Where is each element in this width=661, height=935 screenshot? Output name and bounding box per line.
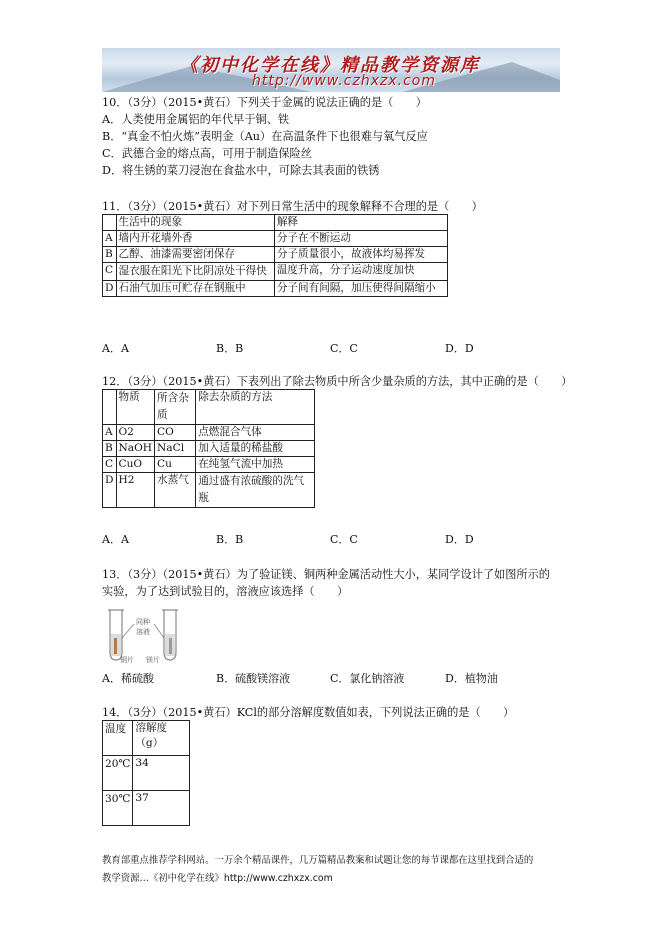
table-cell: C [103,457,117,473]
table-row [103,756,190,791]
q10-option-a: A．人类使用金属铝的年代早于铜、铁 [102,113,290,126]
table-cell: 水蒸气 [155,473,196,508]
banner-title: 《初中化学在线》精品教学资源库 [180,55,480,76]
q11-stem: 11．（3分）（2015•黄石）对下列日常生活中的现象解释不合理的是（ ） [102,200,483,213]
table-cell: 溶解度（g） [133,721,190,756]
table-cell: 分子质量很小，故液体均易挥发 [274,247,447,263]
table-cell: 墙内开花墙外香 [116,231,274,247]
table-cell: 37 [133,791,190,826]
q12-choice-a: A．A [102,533,129,546]
figure-label-solution: 溶液 [136,628,150,636]
table-cell: 点燃混合气体 [196,425,315,441]
table-row [103,281,448,297]
table-cell: 加入适量的稀盐酸 [196,441,315,457]
table-cell: 乙醇、油漆需要密闭保存 [116,247,274,263]
footer-promo-text: 教育部重点推荐学科网站。一万余个精品课件，几万篇精品教案和试题让您的每节课都在这里找到合适的 [102,855,534,866]
q14-table [102,720,190,826]
q11-choice-a: A．A [102,342,129,355]
q10-stem: 10．（3分）（2015•黄石）下列关于金属的说法正确的是（ ） [102,96,427,109]
q11-table [102,214,448,297]
table-cell: 在纯氢气流中加热 [196,457,315,473]
banner-url[interactable]: http://www.czhxzx.com [252,73,436,89]
table-cell: 生活中的现象 [116,215,274,231]
table-cell: B [103,247,117,263]
table-row [103,231,448,247]
q12-choice-b: B．B [216,533,244,546]
q13-choice-d: D．植物油 [445,672,498,685]
q10-option-d: D．将生锈的菜刀浸泡在食盐水中，可除去其表面的铁锈 [102,164,380,177]
table-cell: NaOH [116,441,155,457]
table-cell: C [103,263,117,281]
table-cell: CuO [116,457,155,473]
q13-choice-a: A．稀硫酸 [102,672,154,685]
q13-stem-line2: 实验，为了达到试验目的，溶液应该选择（ ） [102,585,349,598]
table-cell: 30℃ [103,791,133,826]
q11-choice-d: D．D [445,342,474,355]
table-header-row [103,721,190,756]
table-cell: 解释 [274,215,447,231]
table-cell: D [103,281,117,297]
q12-choice-c: C．C [330,533,358,546]
table-cell [103,390,117,425]
table-header-row [103,215,448,231]
table-cell: 温度升高，分子运动速度加快 [274,263,447,281]
table-cell: 温度 [103,721,133,756]
figure-label-copper: 铜片 [120,656,134,664]
table-row [103,791,190,826]
table-cell: H2 [116,473,155,508]
table-cell: Cu [155,457,196,473]
q10-option-b: B．“真金不怕火炼”表明金（Au）在高温条件下也很难与氧气反应 [102,130,428,143]
table-cell: 34 [133,756,190,791]
q11-choice-c: C．C [330,342,358,355]
table-row [103,247,448,263]
table-cell: 物质 [116,390,155,425]
table-row [103,473,315,508]
table-cell: D [103,473,117,508]
test-tube-figure [102,608,188,664]
table-header-row [103,390,315,425]
table-row [103,425,315,441]
table-cell: 分子间有间隔，加压使得间隔缩小 [274,281,447,297]
q11-choice-b: B．B [216,342,244,355]
table-cell: 20℃ [103,756,133,791]
q12-choice-d: D．D [445,533,474,546]
q13-stem-line1: 13．（3分）（2015•黄石）为了验证镁、铜两种金属活动性大小，某同学设计了如图所示的 [102,568,550,581]
q14-stem: 14．（3分）（2015•黄石）KCl的部分溶解度数值如表，下列说法正确的是（ ） [102,706,515,719]
table-cell: 所含杂质 [155,390,196,425]
q13-choice-b: B．硫酸镁溶液 [216,672,291,685]
header-banner [102,48,560,92]
table-cell: B [103,441,117,457]
table-row [103,441,315,457]
table-cell: 分子在不断运动 [274,231,447,247]
q13-choice-c: C．氯化钠溶液 [330,672,405,685]
table-row [103,457,315,473]
table-cell: A [103,425,117,441]
table-cell: O2 [116,425,155,441]
q12-table [102,389,315,508]
figure-label-magnesium: 镁片 [146,656,160,664]
q10-option-c: C．武德合金的熔点高，可用于制造保险丝 [102,147,312,160]
table-cell: 除去杂质的方法 [196,390,315,425]
figure-label-same: 同种 [136,618,150,626]
table-cell: A [103,231,117,247]
q12-stem: 12．（3分）（2015•黄石）下表列出了除去物质中所含少量杂质的方法，其中正确的是（ ） [102,375,573,388]
table-row [103,263,448,281]
table-cell: CO [155,425,196,441]
footer-site-link[interactable]: 教学资源…《初中化学在线》http://www.czhxzx.com [102,873,333,884]
table-cell: NaCl [155,441,196,457]
table-cell [103,215,117,231]
table-cell: 湿衣服在阳光下比阴凉处干得快 [116,263,274,281]
table-cell: 通过盛有浓硫酸的洗气瓶 [196,473,315,508]
table-cell: 石油气加压可贮存在钢瓶中 [116,281,274,297]
